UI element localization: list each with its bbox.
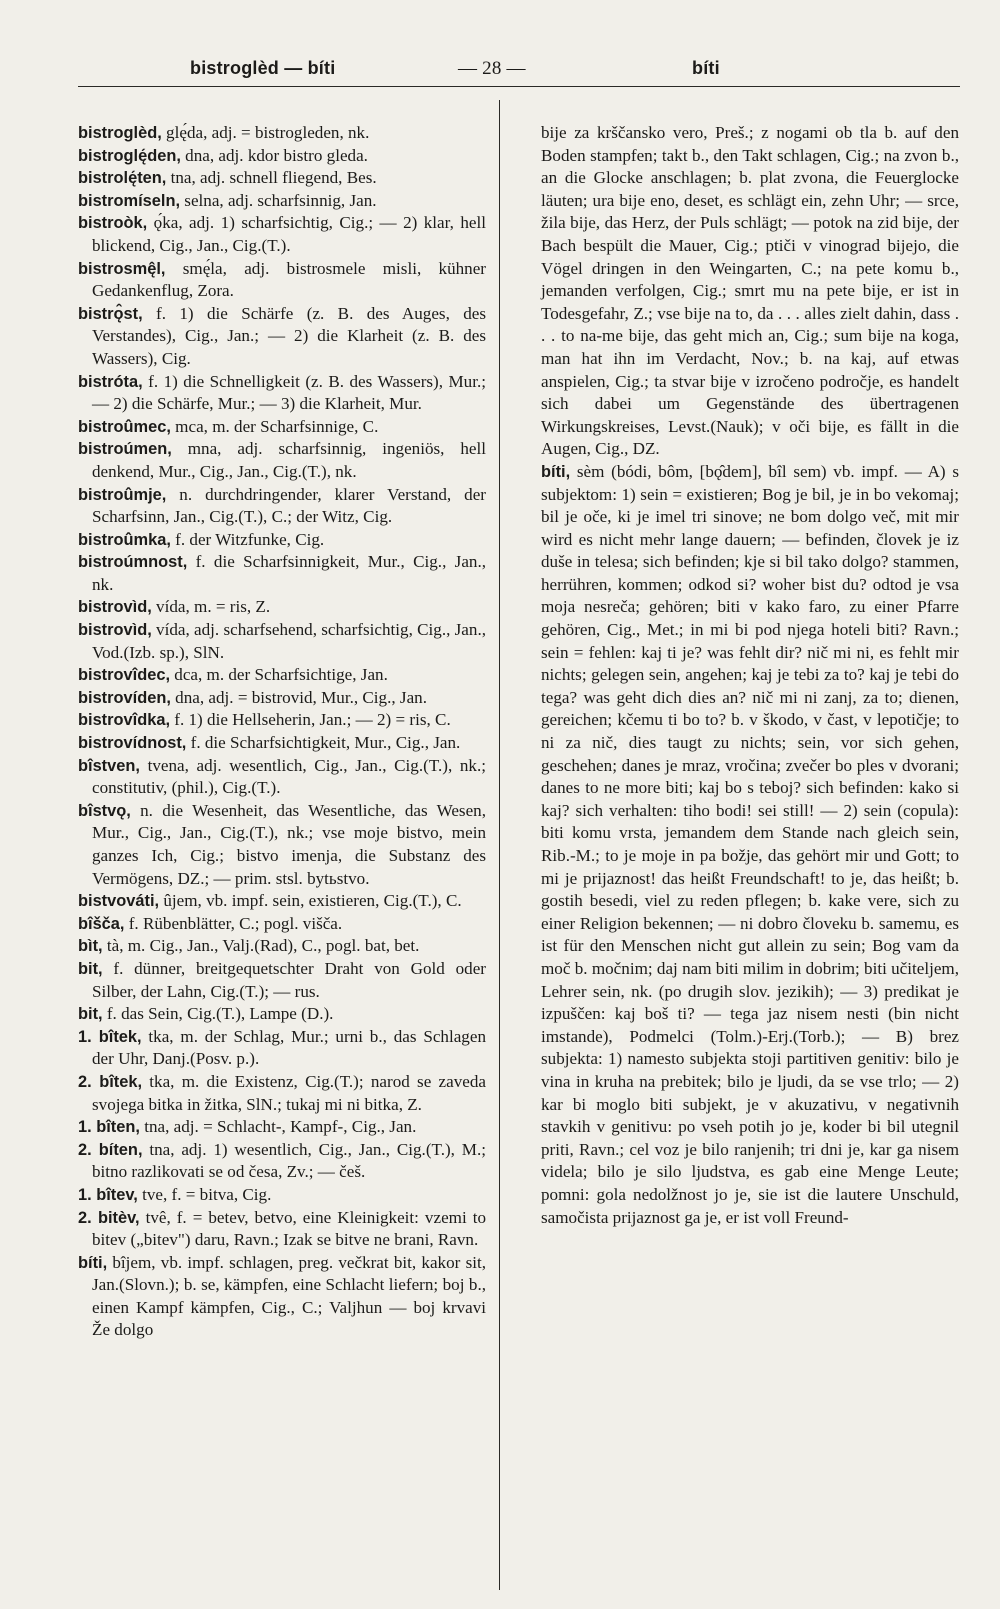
dictionary-entry [78,1026,486,1071]
entry-text: tvê, f. = betev, betvo, eine Kleinigkeit: vzemi to bitev („bitev") daru, Ravn.; Izak se bitve ne brani, Ravn. [92,1207,486,1250]
entry-text: f. Rübenblätter, C.; pogl. višča. [124,913,343,933]
entry-text: tka, m. der Schlag, Mur.; urni b., das Schlagen der Uhr, Danj.(Posv. p.). [92,1026,486,1069]
entry-text: sèm (bódi, bôm, [bǫ̂dem], bîl sem) vb. impf. — A) s subjektom: 1) sein = existieren; Bog je bil, je in bo vekomaj; bil je oče, ki je imel tri sinove; ne bom dolgo več, mit mir wird es nicht mehr lange dauern; — befinden, človek je iz duše in telesa; sich befinden; kje si bil tako dolgo? stammen, herrühren, kommen; odkod si? woher bist du? odtod je vsa moja nesreča; gehören; biti v kako faro, zu einer Pfarre gehören, Cig., Met.; in mi bi pod njega hoteli biti? Ravn.; sein = fehlen: kaj ti je? was fehlt dir? nič mi ni, es fehlt mir nichts; gelegen sein, angehen; kaj je tebi za to? kaj je tebi do tega? was geht dich dies an? nič mi ni zanj, za to; dienen, gereichen; kčemu ti bo to? b. v škodo, v čast, v lepotičje; to ni za nič, dies taugt zu nichts; sein, vor sich gehen, geschehen; danes je mraz, vročina; zvečer bo ples v dvorani; danes to ne more biti; kaj bo s teboj? sich befinden: kako si kaj? sich verhalten: tiho bodi! sei still! — 2) sein (copula): biti komu vrsta, jemandem dem Stande nach gleich sein, Rib.-M.; to je moje in pa božje, das gehört mir und Gott; to mi je prijaznost! das heißt Freundschaft! to je, das heißt; b. gostih besedi, viel zu reden pflegen; b. kake vere, sich zu einer Religion bekennen; — ni dobro človeku b. samemu, es ist für den Menschen nicht gut allein zu sein; Bog vam da moč b. močnim; daj nam biti milim in dobrim; biti učiteljem, Lehrer sein, nk. (po drugih slov. jezikih); — 3) predikat je izpuščen: kaj boš ti? — tega jaz nisem nesti (bin nicht imstande), Podmelci (Tolm.)-Erj.(Torb.); — B) brez subjekta: 1) namesto subjekta stoji partitiven genitiv: bilo je vina in kruha na prebitek; bilo je ljudi, da se vse trlo; — 2) kar bi moglo biti subjekt, je v akuzativu, v negativnih stavkih v genitivu: po vseh potih jo je, koder bi bil utegnil priti, Ravn.; cel voz je bilo ranjenih; tri dni je, kar ga nisem videla; bilo je silo ljudstva, es gab eine Menge Leute; pomni: gola nedolžnost jo je, sie ist die lautere Unschuld, samočista prijaznost ga je, er ist voll Freund- [541,461,959,1227]
entry-text: f. das Sein, Cig.(T.), Lampe (D.). [102,1004,334,1024]
entry-headword: bistroúmnost, [78,553,188,572]
entry-text: dna, adj. kdor bistro gleda. [180,145,368,165]
dictionary-entry [78,755,486,800]
header-rule [78,86,960,87]
entry-headword: bistromíseln, [78,191,181,210]
entry-text: tna, adj. schnell fliegend, Bes. [166,168,377,188]
entry-text: vída, m. = ris, Z. [151,597,271,617]
column-divider [499,100,500,1590]
page-number: — 28 — [458,58,526,79]
dictionary-entry [78,732,486,755]
entry-headword: bistrovídnost, [78,734,187,753]
entry-headword: bistroglę́den, [78,146,181,165]
dictionary-entry [78,438,486,483]
entry-headword: bistvováti, [78,892,160,911]
dictionary-entry [78,687,486,710]
entry-headword: bistrovíden, [78,688,171,707]
dictionary-entry [78,958,486,1003]
entry-headword: bîšča, [78,914,125,933]
entry-headword: bistróta, [78,372,143,391]
entry-headword: 1. bîten, [78,1118,140,1137]
entry-text: glę́da, adj. = bistrogleden, nk. [161,123,370,142]
entry-headword: bistrolę́ten, [78,169,167,188]
entry-text: smę́la, adj. bistrosmele misli, kühner Gedankenflug, Zora. [92,258,486,301]
left-column [78,122,486,1342]
entry-text: f. die Scharfsinnigkeit, Mur., Cig., Jan., nk. [92,552,486,594]
dictionary-entry [78,145,486,168]
entry-headword: 1. bîtek, [78,1027,142,1046]
dictionary-entry [541,122,959,461]
dictionary-entry [78,167,486,190]
dictionary-entry [78,1207,486,1252]
entry-text: vída, adj. scharfsehend, scharfsichtig, Cig., Jan., Vod.(Izb. sp.), SlN. [92,620,486,662]
dictionary-entry [78,1003,486,1026]
dictionary-entry [78,416,486,439]
entry-text: tvena, adj. wesentlich, Cig., Jan., Cig.(T.), nk.; constitutiv, (phil.), Cig.(T.). [92,755,486,798]
entry-headword: bistrovìd, [78,621,152,640]
dictionary-entry [541,461,959,1229]
entry-headword: bistrǫ̂st, [78,304,143,323]
entry-headword: bit, [78,959,103,978]
dictionary-entry [78,1184,486,1207]
dictionary-entry [78,596,486,619]
dictionary-entry [78,484,486,529]
dictionary-entry [78,619,486,664]
entry-headword: bíti, [541,462,571,481]
entry-text: tka, m. die Existenz, Cig.(T.); narod se zaveda svojega bitka in žitka, SlN.; tukaj mi ni bitka, Z. [92,1071,486,1114]
dictionary-entry [78,1252,486,1342]
dictionary-entry [78,551,486,596]
entry-headword: bìt, [78,937,103,956]
entry-text: mna, adj. scharfsinnig, ingeniös, hell denkend, Mur., Cig., Jan., Cig.(T.), nk. [92,439,486,481]
entry-headword: bistroòk, [78,214,148,233]
entry-text: selna, adj. scharfsinnig, Jan. [180,190,377,210]
dictionary-entry [78,1139,486,1184]
dictionary-entry [78,371,486,416]
entry-text: n. die Wesenheit, das Wesentliche, das Wesen, Mur., Cig., Jan., Cig.(T.), nk.; vse moje bistvo, mein ganzes Ich, Cig.; bistvo imenja, die Substanz des Vermögens, DZ.; — prim. stsl. bytьstvo. [92,800,486,888]
entry-text: bije za krščansko vero, Preš.; z nogami ob tla b. auf den Boden stampfen; takt b., den Takt schlagen, Cig.; na zvon b., an die Glocke anschlagen; b. plat zvona, die Feuerglocke läuten; ura bije eno, deset, es schlägt ein, zehn Uhr; — srce, žila bije, das Herz, der Puls schlägt; — potok na zid bije, der Bach bespült die Mauer, Cig.; ptiči v vinograd bijejo, die Vögel dringen in den Weingarten, C.; na pete komu b., jemanden verfolgen, Cig.; smrt mu na pete bije, er ist in Todesgefahr, Z.; vse bije na to, da . . . alles zielt dahin, dass . . . to na-me bije, das geht mich an, Cig.; sum bije na koga, man hat ihn im Verdacht, Nov.; b. na kaj, auf etwas anspielen, Cig.; ta stvar bije v izročeno področje, es handelt sich dabei um Gegenstände des übertragenen Wirkungskreises, Levst.(Nauk); v oči bije, es fällt in die Augen, Cig., DZ. [541,123,959,459]
entry-headword: bîstvǫ, [78,801,131,820]
entry-headword: bistrovîdka, [78,711,170,730]
dictionary-entry [78,935,486,958]
entry-text: tà, m. Cig., Jan., Valj.(Rad), C., pogl. bat, bet. [102,936,420,956]
entry-text: f. die Scharfsichtigkeit, Mur., Cig., Jan. [186,733,461,753]
entry-text: tna, adj. 1) wesentlich, Cig., Jan., Cig.(T.), M.; bitno razlikovati se od česa, Zv.; — češ. [92,1139,486,1182]
entry-headword: 2. bitèv, [78,1208,140,1227]
entry-headword: bistroûmka, [78,530,171,549]
entry-headword: 2. bíten, [78,1140,143,1159]
entry-text: f. 1) die Hellseherin, Jan.; — 2) = ris, C. [170,710,451,730]
entry-headword: bíti, [78,1253,108,1272]
entry-text: tna, adj. = Schlacht-, Kampf-, Cig., Jan. [139,1117,417,1137]
dictionary-entry [78,1116,486,1139]
entry-text: f. der Witzfunke, Cig. [170,529,325,549]
right-column [541,122,959,1229]
entry-text: bîjem, vb. impf. schlagen, preg. večkrat bit, kakor sit, Jan.(Slovn.); b. se, kämpfen, eine Schlacht liefern; boj b., einen Kampf kämpfen, Cig., C.; Valjhun — boj krvavi Že dolgo [92,1252,486,1340]
entry-text: ûjem, vb. impf. sein, existieren, Cig.(T.), C. [159,891,462,911]
dictionary-entry [78,800,486,890]
entry-headword: bistroúmen, [78,440,172,459]
entry-headword: bistrovîdec, [78,666,170,685]
entry-text: n. durchdringender, klarer Verstand, der Scharfsinn, Jan., Cig.(T.), C.; der Witz, Cig. [92,484,486,527]
entry-text: f. 1) die Schärfe (z. B. des Auges, des Verstandes), Cig., Jan.; — 2) die Klarheit (z. B. des Wassers), Cig. [92,303,486,368]
running-head-left: bistroglèd — bíti [190,58,336,78]
entry-text: tve, f. = bitva, Cig. [137,1184,272,1204]
dictionary-entry [78,190,486,213]
dictionary-entry [78,212,486,257]
dictionary-entry [78,303,486,371]
entry-headword: bîstven, [78,756,140,775]
entry-headword: bistroûmje, [78,485,167,504]
entry-text: dca, m. der Scharfsichtige, Jan. [170,665,388,685]
dictionary-entry [78,709,486,732]
entry-headword: bistrosmę̂l, [78,259,166,278]
running-head-right: bíti [692,58,720,78]
dictionary-entry [78,529,486,552]
dictionary-entry [78,1071,486,1116]
dictionary-entry [78,890,486,913]
entry-text: f. dünner, breitgequetschter Draht von Gold oder Silber, der Lahn, Cig.(T.); — rus. [92,958,486,1001]
entry-headword: bistrovìd, [78,598,152,617]
entry-text: ǫ́ka, adj. 1) scharfsichtig, Cig.; — 2) klar, hell blickend, Cig., Jan., Cig.(T.). [92,213,486,255]
entry-text: dna, adj. = bistrovid, Mur., Cig., Jan. [170,687,427,707]
entry-text: mca, m. der Scharfsinnige, C. [170,416,379,436]
dictionary-entry [78,913,486,936]
entry-headword: 1. bîtev, [78,1185,138,1204]
entry-headword: bistroûmec, [78,417,171,436]
entry-headword: bit, [78,1005,103,1024]
entry-text: f. 1) die Schnelligkeit (z. B. des Wassers), Mur.; — 2) die Schärfe, Mur.; — 3) die Klarheit, Mur. [92,371,486,414]
dictionary-entry [78,664,486,687]
dictionary-entry [78,122,486,145]
dictionary-entry [78,258,486,303]
entry-headword: 2. bîtek, [78,1072,143,1091]
entry-headword: bistroglèd, [78,124,162,142]
